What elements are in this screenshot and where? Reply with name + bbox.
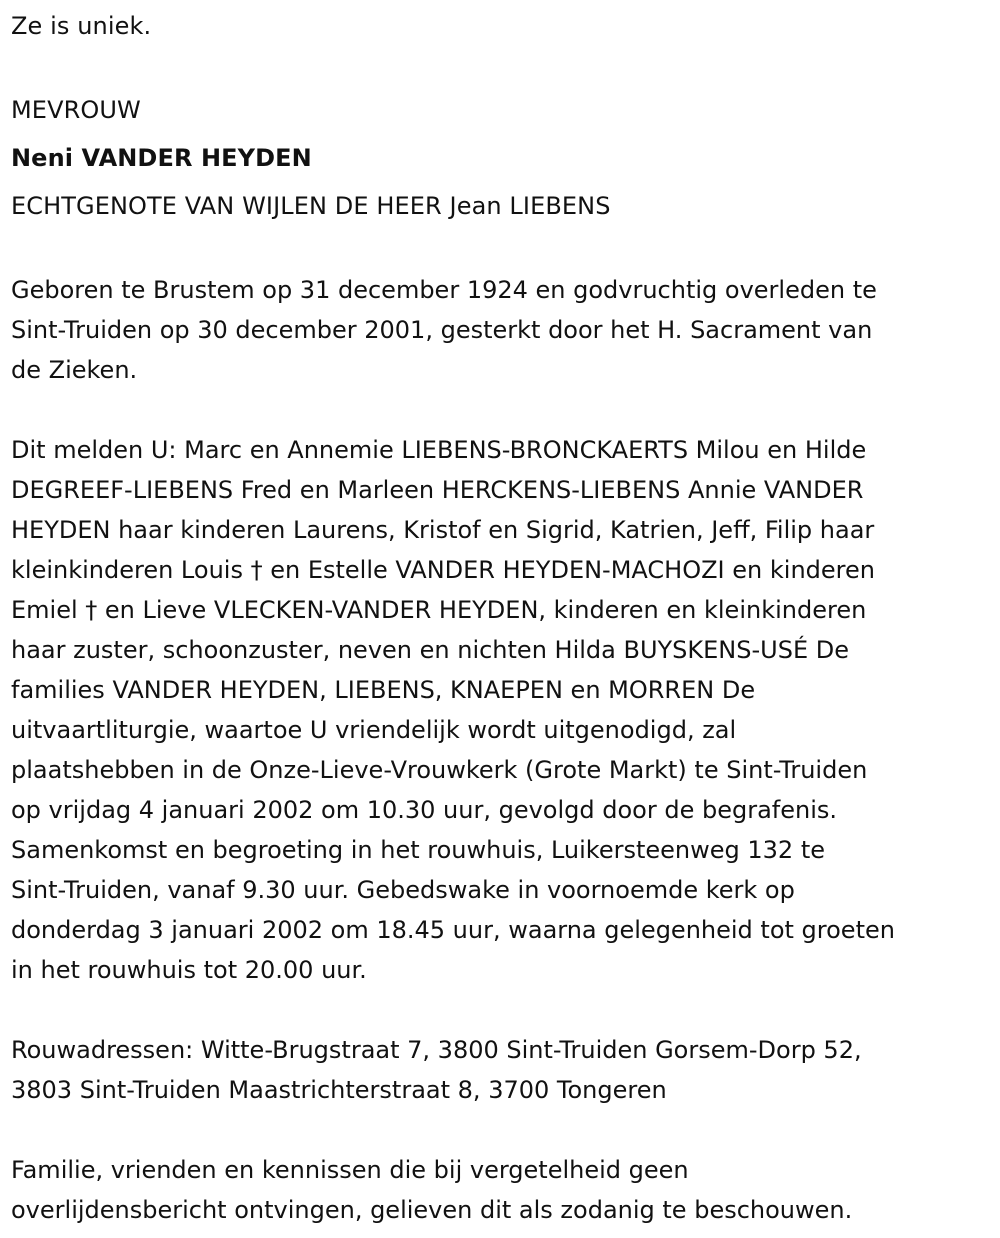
announcement-paragraph	[11, 430, 996, 990]
paragraph-line: HEYDEN haar kinderen Laurens, Kristof en Sigrid, Katrien, Jeff, Filip haar	[11, 516, 875, 544]
spacer	[11, 46, 990, 86]
paragraph-line: Sint-Truiden op 30 december 2001, gesterkt door het H. Sacrament van	[11, 316, 873, 344]
paragraph-line: donderdag 3 januari 2002 om 18.45 uur, waarna gelegenheid tot groeten	[11, 916, 895, 944]
title-prefix: MEVROUW	[11, 96, 141, 124]
addresses-paragraph	[11, 1030, 996, 1110]
paragraph-line: Sint-Truiden, vanaf 9.30 uur. Gebedswake in voornoemde kerk op	[11, 876, 795, 904]
paragraph-line: 3803 Sint-Truiden Maastrichterstraat 8, 3700 Tongeren	[11, 1076, 667, 1104]
spacer	[11, 990, 990, 1030]
spacer	[11, 230, 990, 270]
deceased-name: Neni VANDER HEYDEN	[11, 144, 312, 172]
paragraph-line: op vrijdag 4 januari 2002 om 10.30 uur, gevolgd door de begrafenis.	[11, 796, 838, 824]
paragraph-line: Rouwadressen: Witte-Brugstraat 7, 3800 Sint-Truiden Gorsem-Dorp 52,	[11, 1036, 862, 1064]
paragraph-line: plaatshebben in de Onze-Lieve-Vrouwkerk (Grote Markt) te Sint-Truiden	[11, 756, 868, 784]
paragraph-line: Geboren te Brustem op 31 december 1924 en godvruchtig overleden te	[11, 276, 877, 304]
paragraph-line: Samenkomst en begroeting in het rouwhuis, Luikersteenweg 132 te	[11, 836, 825, 864]
paragraph-line: haar zuster, schoonzuster, neven en nichten Hilda BUYSKENS-USÉ De	[11, 636, 849, 664]
paragraph-line: Dit melden U: Marc en Annemie LIEBENS-BRONCKAERTS Milou en Hilde	[11, 436, 867, 464]
birth-death-paragraph	[11, 270, 996, 390]
paragraph-line: Familie, vrienden en kennissen die bij vergetelheid geen	[11, 1156, 689, 1184]
paragraph-line: DEGREEF-LIEBENS Fred en Marleen HERCKENS-LIEBENS Annie VANDER	[11, 476, 864, 504]
paragraph-line: Emiel † en Lieve VLECKEN-VANDER HEYDEN, kinderen en kleinkinderen	[11, 596, 867, 624]
closing-paragraph	[11, 1150, 996, 1230]
spacer	[11, 390, 990, 430]
paragraph-line: kleinkinderen Louis † en Estelle VANDER HEYDEN-MACHOZI en kinderen	[11, 556, 875, 584]
paragraph-line: uitvaartliturgie, waartoe U vriendelijk wordt uitgenodigd, zal	[11, 716, 737, 744]
paragraph-line: overlijdensbericht ontvingen, gelieven dit als zodanig te beschouwen.	[11, 1196, 853, 1224]
spacer	[11, 1110, 990, 1150]
paragraph-line: in het rouwhuis tot 20.00 uur.	[11, 956, 367, 984]
paragraph-line: families VANDER HEYDEN, LIEBENS, KNAEPEN en MORREN De	[11, 676, 756, 704]
spouse-line: ECHTGENOTE VAN WIJLEN DE HEER Jean LIEBENS	[11, 192, 611, 220]
paragraph-line: de Zieken.	[11, 356, 138, 384]
intro-text: Ze is uniek.	[11, 12, 152, 40]
